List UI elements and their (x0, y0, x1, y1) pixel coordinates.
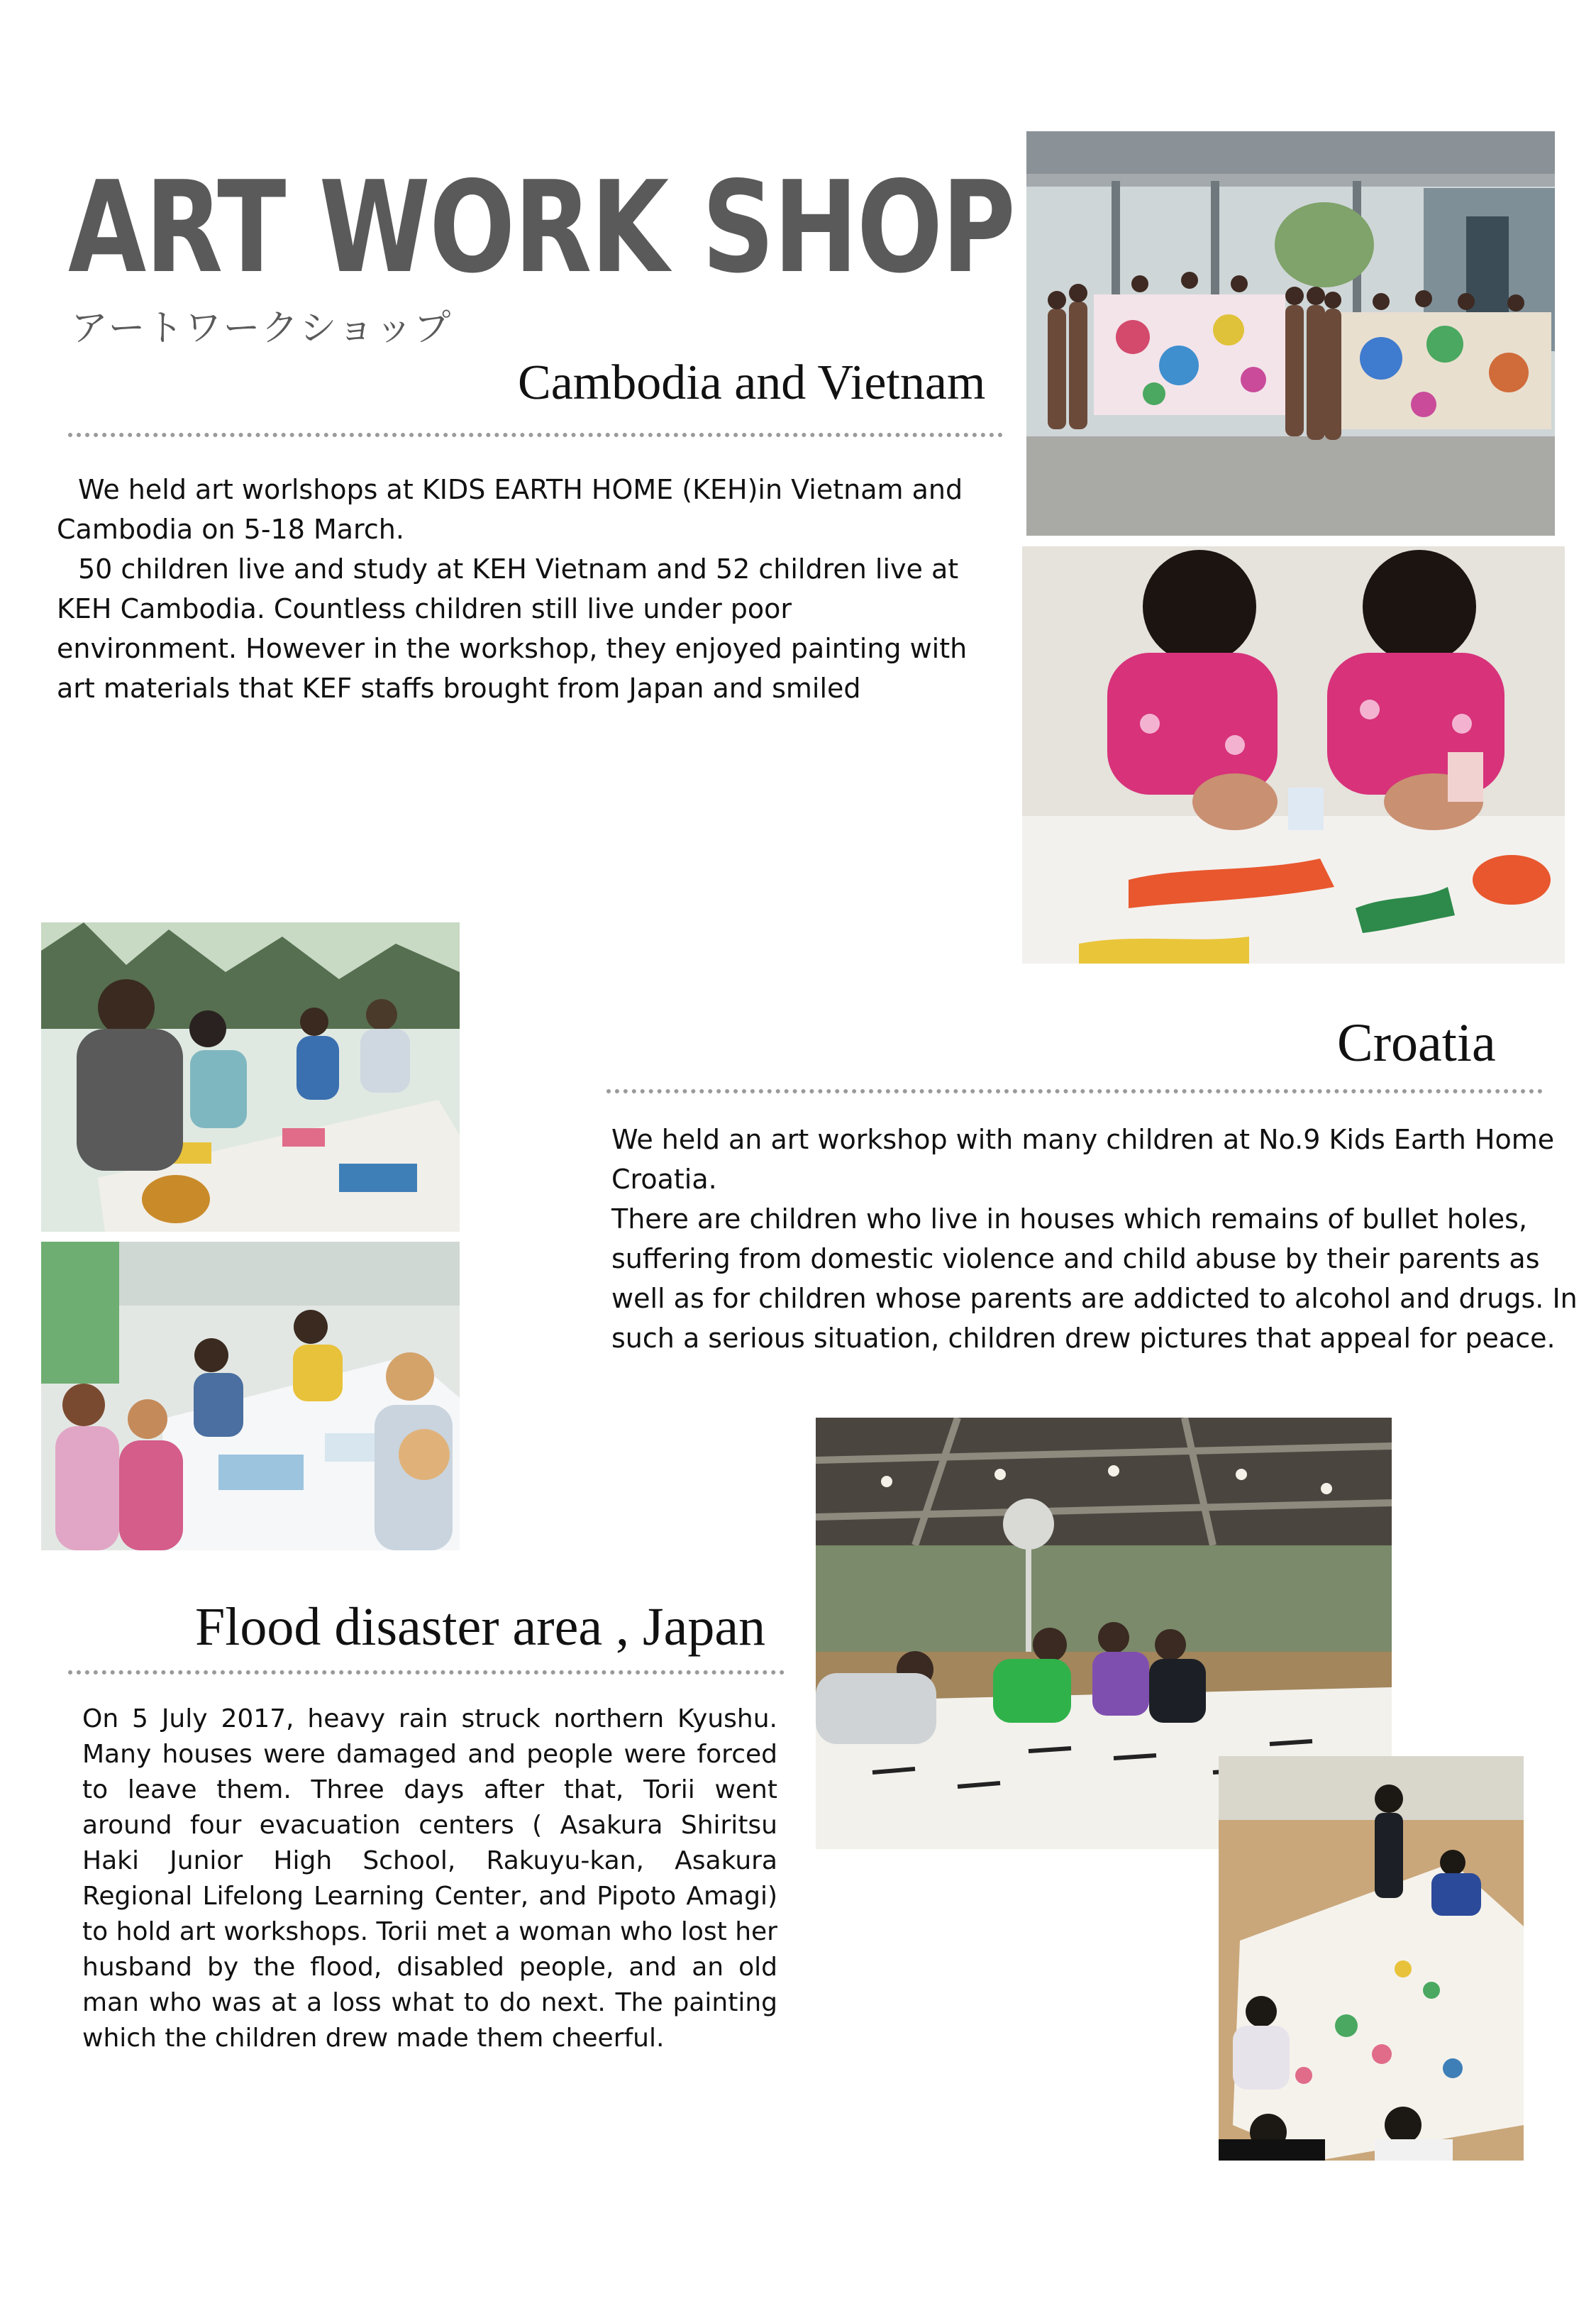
paragraph: There are children who live in houses which remains of bullet holes, suffering from domestic violence and child abuse by their parents as well as for children whose parents are addicted to alcohol and drugs. In such a serious situation, children drew pictures that appeal for peace. (611, 1203, 1578, 1354)
section-divider-cambodia (68, 433, 1003, 437)
photo-children-holding-paintings (1026, 131, 1555, 536)
section-text-croatia (611, 1120, 1583, 1358)
photo-japan-children-drawing (1219, 1756, 1524, 2161)
photo-croatia-outdoor-table (41, 922, 460, 1232)
section-divider-japan (68, 1670, 785, 1675)
paragraph: We held an art workshop with many children at No.9 Kids Earth Home Croatia. (611, 1124, 1555, 1195)
section-heading-japan: Flood disaster area , Japan (195, 1597, 766, 1657)
section-heading-croatia: Croatia (1337, 1013, 1496, 1073)
photo-girls-painting (1022, 546, 1565, 964)
paragraph: We held art worlshops at KIDS EARTH HOME (KEH)in Vietnam and Cambodia on 5-18 March. (57, 474, 963, 545)
paragraph: On 5 July 2017, heavy rain struck northern Kyushu. Many houses were damaged and people were forced to leave them. Three days after that, Torii went around four evacuation centers ( Asakura Shiritsu Haki Junior High School, Rakuyu-kan, Asakura Regional Lifelong Learning Center, and Pipoto Amagi) to hold art workshops. Torii met a woman who lost her husband by the flood, disabled people, and an old man who was at a loss what to do next. The painting which the children drew made them cheerful. (82, 1704, 777, 2053)
section-heading-cambodia: Cambodia and Vietnam (518, 355, 986, 410)
page-subtitle-japanese: アートワークショップ (71, 307, 453, 350)
page-title: ART WORK SHOP (68, 154, 1015, 301)
section-text-japan (82, 1701, 777, 2056)
section-text-cambodia (57, 470, 972, 708)
paragraph: 50 children live and study at KEH Vietnam and 52 children live at KEH Cambodia. Countless children still live under poor environment. However in the workshop, they enjoyed painting with art materials that KEF staffs brought from Japan and smiled (57, 553, 968, 704)
section-divider-croatia (606, 1089, 1543, 1093)
photo-croatia-group-table (41, 1242, 460, 1550)
